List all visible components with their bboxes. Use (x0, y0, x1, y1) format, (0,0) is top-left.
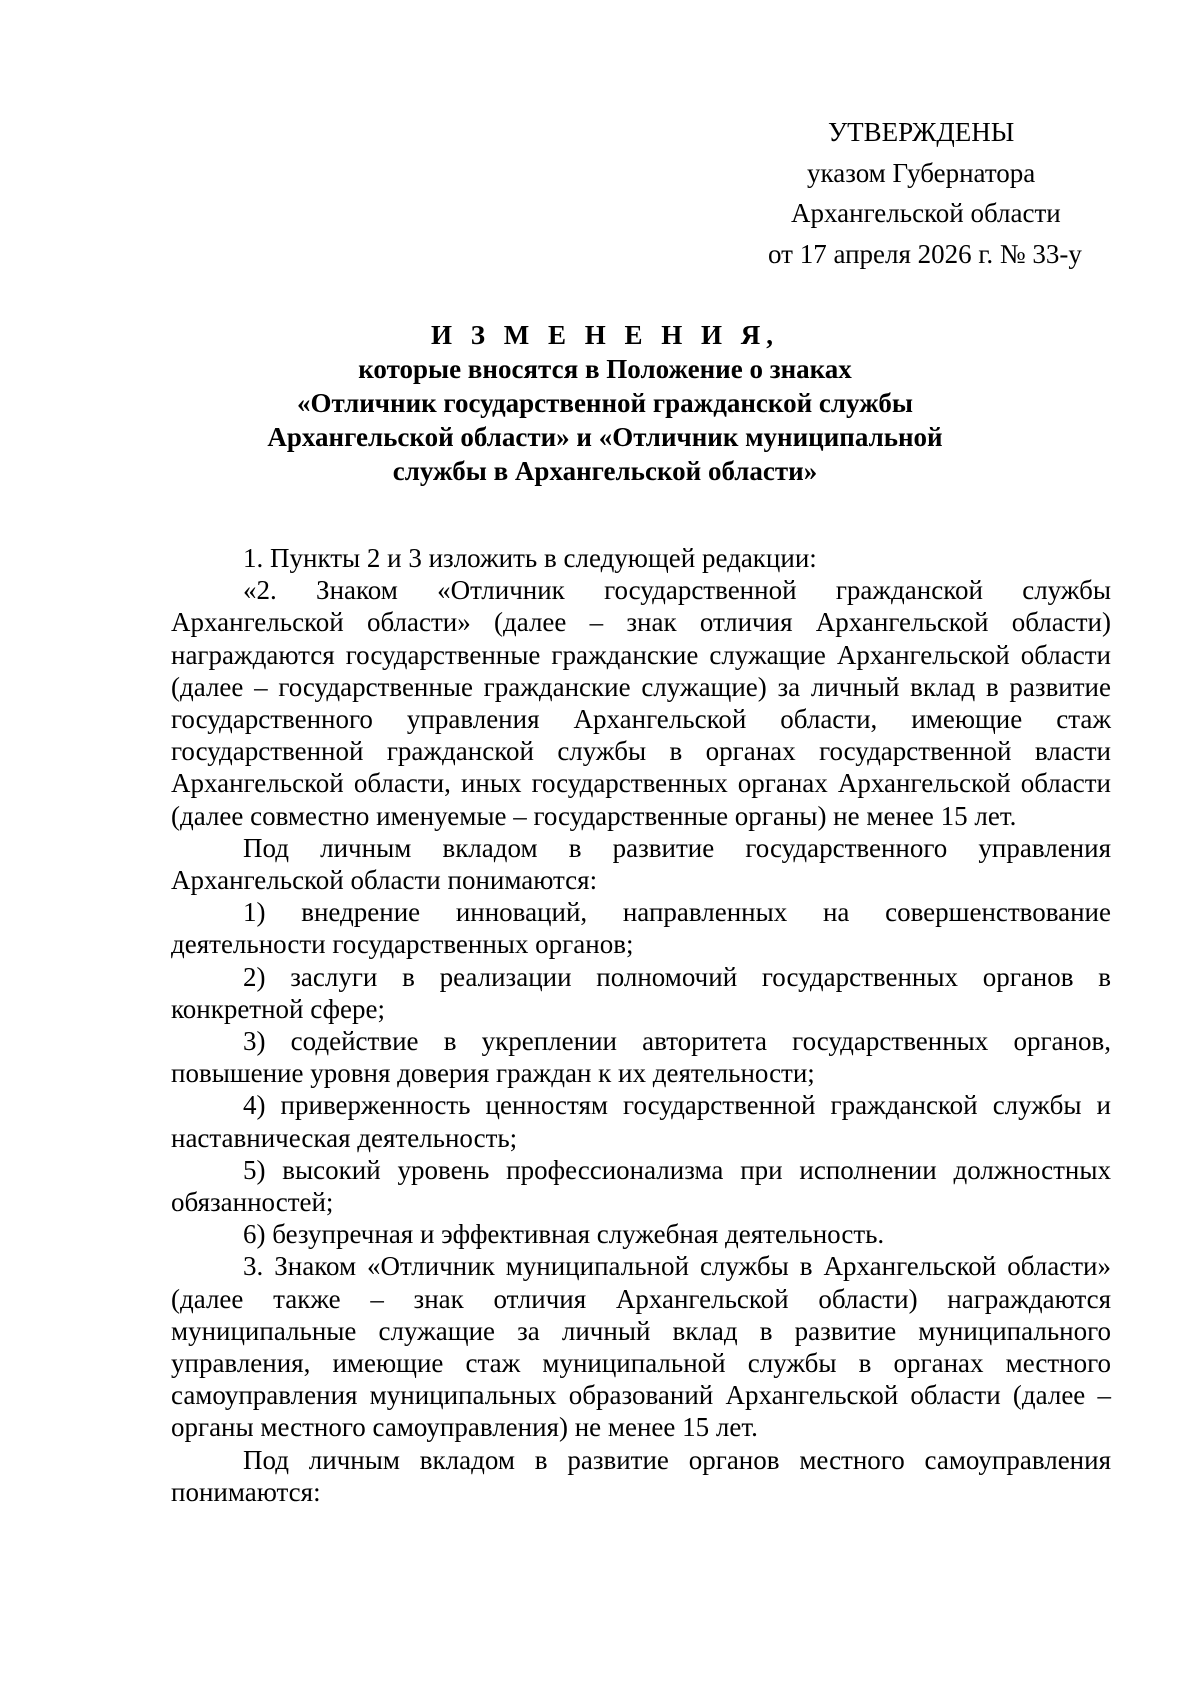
document-body (171, 542, 1111, 1508)
document-title (160, 318, 1050, 488)
paragraph-2: «2. Знаком «Отличник государственной гражданской службы Архангельской области» (далее – знак отличия Архангельской области) награждаются государственные гражданские служащие Архангельской области (далее – государственные гражданские служащие) за личный вклад в развитие государственного управления Архангельской области, имеющие стаж государственной гражданской службы в органах государственной власти Архангельской области, иных государственных органах Архангельской области (далее совместно именуемые – государственные органы) не менее 15 лет. (171, 575, 1111, 831)
approval-region: Архангельской области (791, 198, 1061, 228)
paragraph-9: 6) безупречная и эффективная служебная деятельность. (243, 1219, 885, 1250)
title-line-4: службы в Архангельской области» (392, 456, 818, 486)
paragraph-4: 1) внедрение инноваций, направленных на совершенствование деятельности государственных органов; (171, 897, 1111, 960)
title-heading: И З М Е Н Е Н И Я, (430, 320, 779, 350)
title-line-3: Архангельской области» и «Отличник муниципальной (267, 422, 943, 452)
paragraph-8: 5) высокий уровень профессионализма при исполнении должностных обязанностей; (171, 1154, 1111, 1218)
paragraph-1: 1. Пункты 2 и 3 изложить в следующей редакции: (243, 543, 817, 573)
paragraph-11: Под личным вкладом в развитие органов местного самоуправления понимаются: (171, 1444, 1111, 1507)
paragraph-5: 2) заслуги в реализации полномочий государственных органов в конкретной сфере; (171, 961, 1111, 1024)
paragraph-10: 3. Знаком «Отличник муниципальной службы в Архангельской области» (далее также – знак отличия Архангельской области) награждаются муниципальные служащие за личный вклад в развитие муниципального управления, имеющие стаж муниципальной службы в органах местного самоуправления муниципальных образований Архангельской области (далее – органы местного самоуправления) не менее 15 лет. (171, 1251, 1111, 1443)
approval-decree: указом Губернатора (807, 157, 1036, 188)
title-line-1: которые вносятся в Положение о знаках (358, 354, 852, 384)
approval-date-number: от 17 апреля 2026 г. № 33-у (768, 238, 1082, 269)
approval-block (700, 112, 1200, 274)
paragraph-3: Под личным вкладом в развитие государственного управления Архангельской области понимаются: (171, 832, 1111, 896)
title-line-2: «Отличник государственной гражданской службы (296, 388, 913, 418)
paragraph-6: 3) содействие в укреплении авторитета государственных органов, повышение уровня доверия граждан к их деятельности; (171, 1026, 1111, 1089)
approval-approved: УТВЕРЖДЕНЫ (828, 117, 1015, 147)
paragraph-7: 4) приверженность ценностям государственной гражданской службы и наставническая деятельность; (171, 1090, 1111, 1153)
